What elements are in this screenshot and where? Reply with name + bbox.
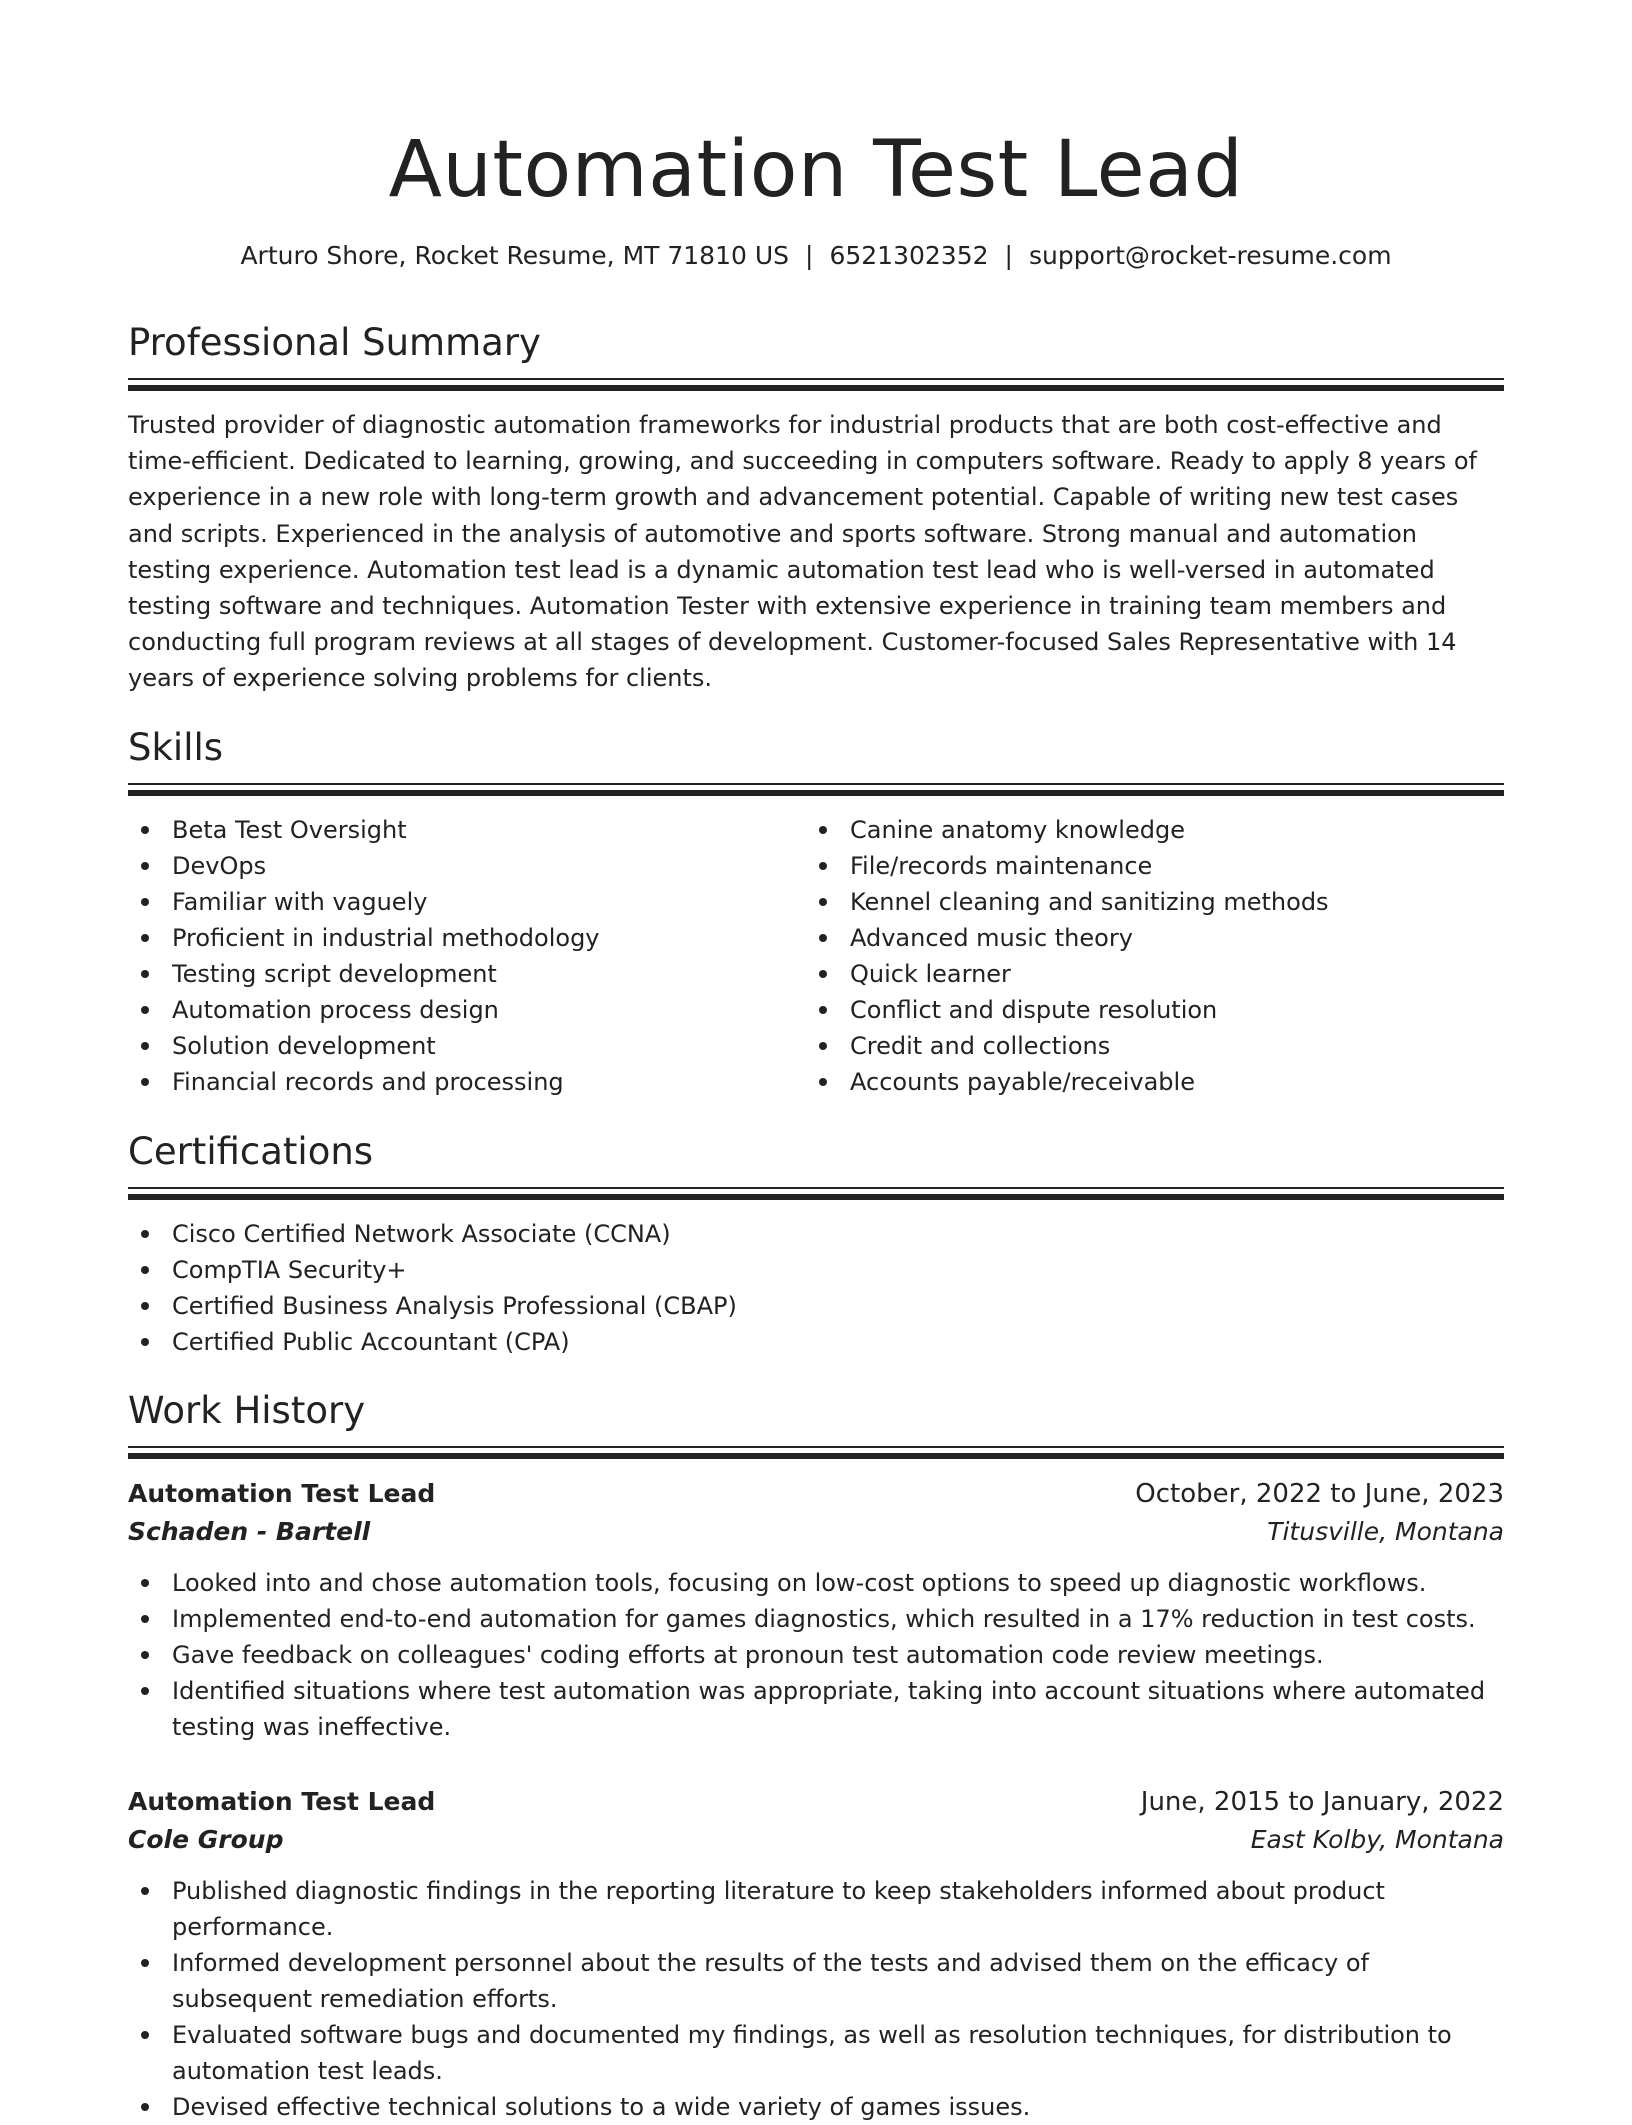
job-bullet: Devised effective technical solutions to a wide variety of games issues.: [128, 2089, 1504, 2125]
job-bullet: Identified situations where test automation was appropriate, taking into account situations where automated testing was ineffective.: [128, 1673, 1504, 1745]
skill-item: Testing script development: [128, 956, 806, 992]
job-title: Automation Test Lead: [128, 1787, 436, 1816]
job-entry: [128, 1475, 1504, 1745]
section-divider: [128, 378, 1504, 393]
job-subheader: [128, 1821, 1504, 1859]
work-history-heading: Work History: [128, 1389, 366, 1432]
skill-item: File/records maintenance: [806, 848, 1484, 884]
job-bullet: Implemented end-to-end automation for games diagnostics, which resulted in a 17% reduction in test costs.: [128, 1601, 1504, 1637]
job-bullet: Evaluated software bugs and documented my findings, as well as resolution techniques, for distribution to automation test leads.: [128, 2017, 1504, 2089]
certifications-section: [128, 1127, 1504, 1360]
section-divider: [128, 1446, 1504, 1461]
job-company: Cole Group: [128, 1825, 284, 1854]
contact-separator: |: [1004, 241, 1013, 270]
job-bullet: Informed development personnel about the results of the tests and advised them on the efficacy of subsequent remediation efforts.: [128, 1945, 1504, 2017]
summary-text: Trusted provider of diagnostic automation frameworks for industrial products that are both cost-effective and time-efficient. Dedicated to learning, growing, and succeeding in computers software. Ready to apply 8 years of experience in a new role with long-term growth and advancement potential. Capable of writing new test cases and scripts. Experienced in the analysis of automotive and sports software. Strong manual and automation testing experience. Automation test lead is a dynamic automation test lead who is well-versed in automated testing software and techniques. Automation Tester with extensive experience in training team members and conducting full program reviews at all stages of development. Customer-focused Sales Representative with 14 years of experience solving problems for clients.: [128, 411, 1477, 693]
skills-section: [128, 723, 1504, 1100]
job-location: East Kolby, Montana: [1250, 1825, 1504, 1854]
skill-item: Canine anatomy knowledge: [806, 812, 1484, 848]
contact-email: support@rocket-resume.com: [1028, 241, 1392, 270]
summary-section: [128, 318, 1504, 697]
job-bullet: Looked into and chose automation tools, focusing on low-cost options to speed up diagnostic workflows.: [128, 1565, 1504, 1601]
contact-phone: 6521302352: [829, 241, 989, 270]
skill-item: Proficient in industrial methodology: [128, 920, 806, 956]
skill-item: Advanced music theory: [806, 920, 1484, 956]
work-history-section: [128, 1386, 1504, 1461]
skill-item: Quick learner: [806, 956, 1484, 992]
certification-item: Cisco Certified Network Associate (CCNA): [128, 1216, 1504, 1252]
job-title: Automation Test Lead: [128, 1479, 436, 1508]
certification-item: Certified Business Analysis Professional (CBAP): [128, 1288, 1504, 1324]
section-divider: [128, 783, 1504, 798]
job-bullets: [128, 1565, 1504, 1745]
contact-line: [128, 238, 1504, 274]
skill-item: Kennel cleaning and sanitizing methods: [806, 884, 1484, 920]
job-dates: June, 2015 to January, 2022: [1140, 1787, 1504, 1817]
skills-list-left: [128, 812, 806, 1100]
skill-item: Credit and collections: [806, 1028, 1484, 1064]
certification-item: CompTIA Security+: [128, 1252, 1504, 1288]
skill-item: Financial records and processing: [128, 1064, 806, 1100]
skills-list-right: [806, 812, 1484, 1100]
skills-heading: Skills: [128, 726, 224, 769]
contact-address: Arturo Shore, Rocket Resume, MT 71810 US: [240, 241, 790, 270]
resume-title: Automation Test Lead: [388, 125, 1244, 215]
skill-item: Automation process design: [128, 992, 806, 1028]
job-location: Titusville, Montana: [1267, 1517, 1504, 1546]
job-entry: [128, 1783, 1504, 2125]
job-header: [128, 1783, 1504, 1821]
job-dates: October, 2022 to June, 2023: [1135, 1479, 1504, 1509]
skill-item: Conflict and dispute resolution: [806, 992, 1484, 1028]
skill-item: Accounts payable/receivable: [806, 1064, 1484, 1100]
job-subheader: [128, 1513, 1504, 1551]
skill-item: Beta Test Oversight: [128, 812, 806, 848]
job-bullet: Published diagnostic findings in the reporting literature to keep stakeholders informed about product performance.: [128, 1873, 1504, 1945]
job-bullet: Gave feedback on colleagues' coding efforts at pronoun test automation code review meetings.: [128, 1637, 1504, 1673]
job-header: [128, 1475, 1504, 1513]
skill-item: Familiar with vaguely: [128, 884, 806, 920]
section-divider: [128, 1187, 1504, 1202]
certifications-heading: Certifications: [128, 1130, 374, 1173]
skill-item: Solution development: [128, 1028, 806, 1064]
job-bullets: [128, 1873, 1504, 2125]
certification-item: Certified Public Accountant (CPA): [128, 1324, 1504, 1360]
skill-item: DevOps: [128, 848, 806, 884]
certifications-list: [128, 1216, 1504, 1360]
summary-heading: Professional Summary: [128, 321, 541, 364]
contact-separator: |: [805, 241, 814, 270]
skills-grid: [128, 798, 1504, 1100]
job-company: Schaden - Bartell: [128, 1517, 371, 1546]
